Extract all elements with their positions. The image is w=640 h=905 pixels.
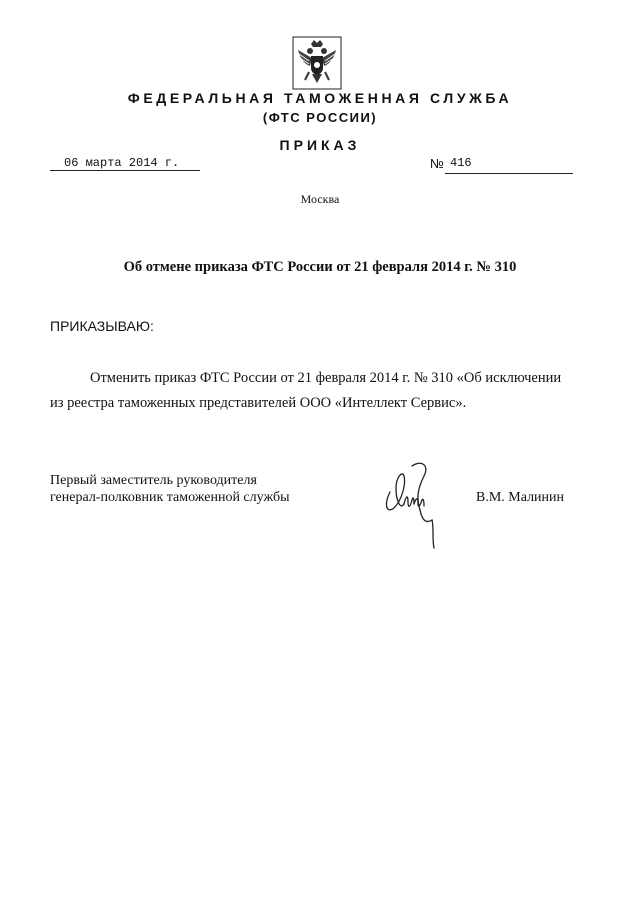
order-date: 06 марта 2014 г.	[64, 156, 180, 170]
agency-short-name: (ФТС РОССИИ)	[262, 110, 378, 125]
number-sign: №	[430, 156, 444, 171]
order-directive: ПРИКАЗЫВАЮ:	[50, 318, 154, 334]
signer-position-line-2: генерал-полковник таможенной службы	[50, 490, 290, 505]
date-underline	[50, 170, 200, 171]
signer-position-line-1: Первый заместитель руководителя	[50, 473, 257, 488]
coat-of-arms-icon	[292, 36, 342, 90]
agency-name: ФЕДЕРАЛЬНАЯ ТАМОЖЕННАЯ СЛУЖБА	[127, 90, 513, 106]
body-text-line-1: Отменить приказ ФТС России от 21 февраля 2014 г. № 310 «Об исключении	[90, 370, 562, 386]
city: Москва	[300, 192, 340, 206]
body-text-line-2: из реестра таможенных представителей ООО «Интеллект Сервис».	[50, 395, 467, 411]
signer-name: В.М. Малинин	[476, 490, 565, 505]
number-underline	[445, 173, 573, 174]
document-type: ПРИКАЗ	[279, 137, 361, 153]
handwritten-signature	[376, 458, 446, 550]
document-title: Об отмене приказа ФТС России от 21 февраля 2014 г. № 310	[123, 259, 517, 275]
order-number: 416	[450, 156, 472, 170]
